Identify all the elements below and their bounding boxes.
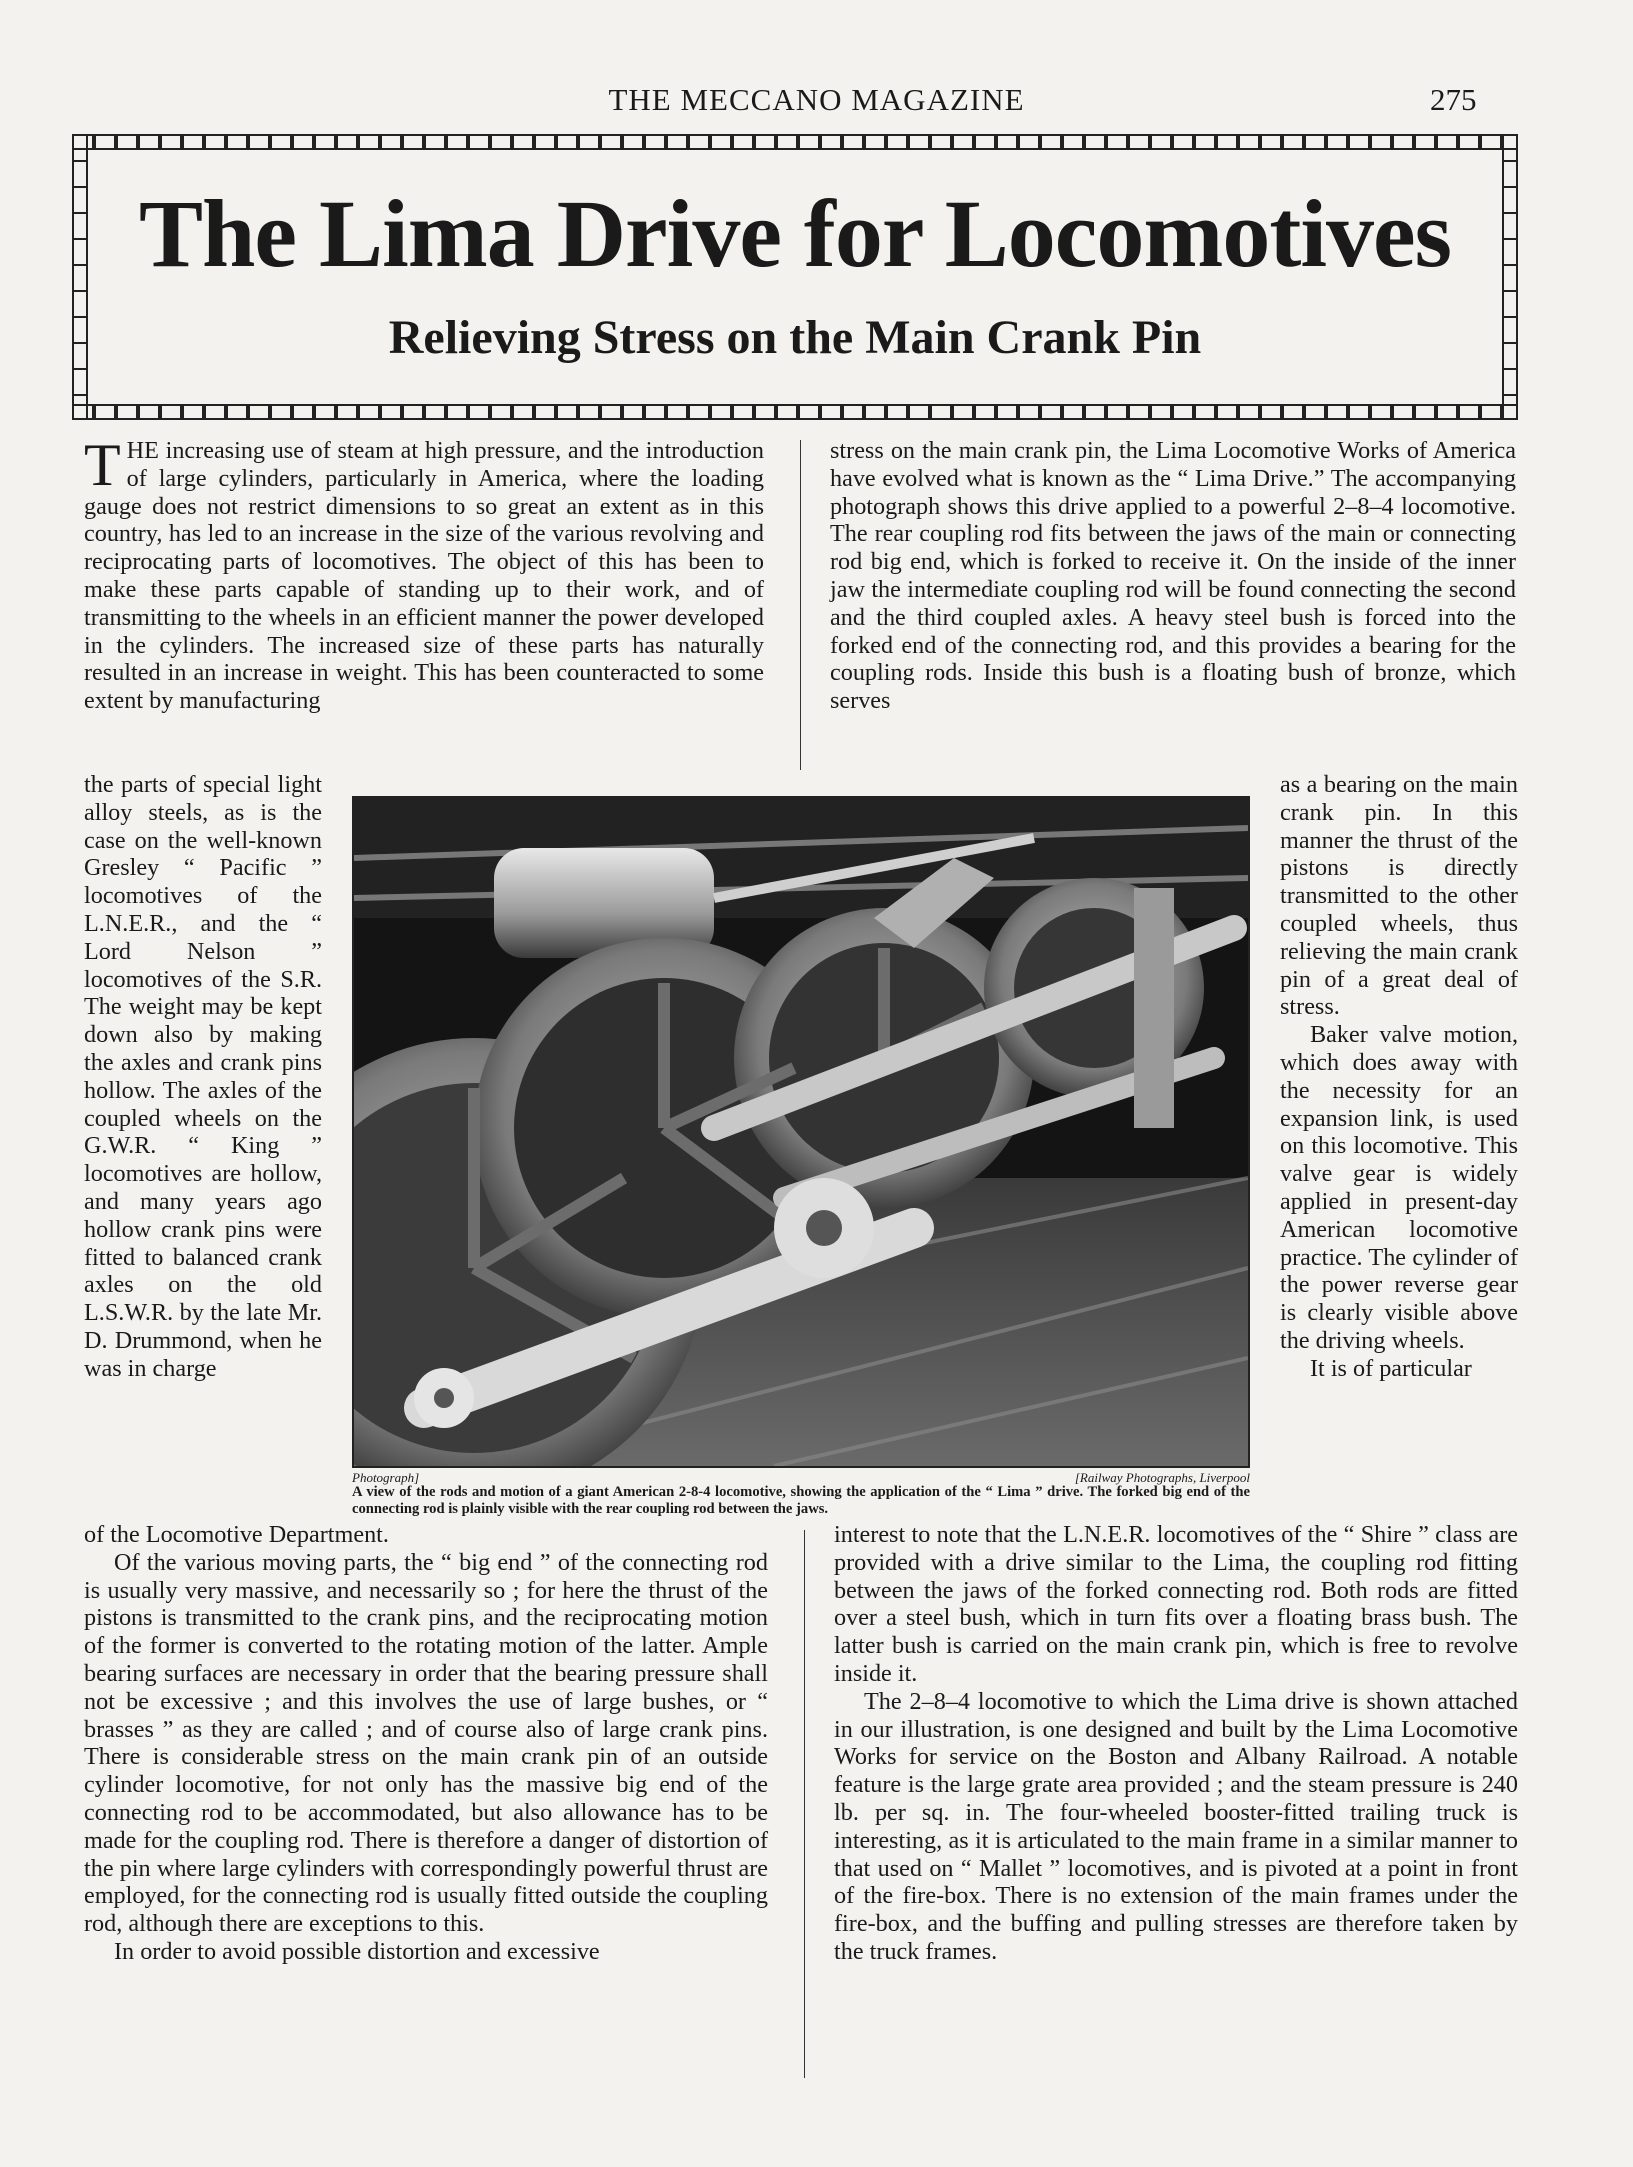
right-para4: The 2–8–4 locomotive to which the Lima drive is shown attached in our illustration, is one designed and built by the Lima Locomotive Works for service on the Boston and Albany Railroad. A notable feature is the large grate area provided ; and the steam pressure is 240 lb. per sq. in. The four-wheeled booster-fitted trailing truck is interesting, as it is articulated to the main frame in a similar manner to that used on “ Mallet ” locomotives, and is pivoted at a point in front of the fire-box. There is no extension of the main frames under the fire-box, and the buffing and pulling stresses are therefore taken by the truck frames.: [834, 1687, 1518, 1965]
credit-left: Photograph]: [352, 1470, 420, 1485]
locomotive-illustration: [354, 798, 1248, 1466]
left-column-narrow: [84, 771, 322, 1383]
column-rule-top: [800, 440, 801, 770]
left-column-bottom: [84, 1521, 768, 1966]
left-column-top: [84, 432, 764, 715]
title-frame-top-border: [72, 134, 1518, 150]
article-title: The Lima Drive for Locomotives: [139, 180, 1451, 287]
article-subtitle: Relieving Stress on the Main Crank Pin: [388, 311, 1202, 364]
right-para1-narrow: as a bearing on the main crank pin. In this manner the thrust of the pistons is directly transmitted to the other coupled wheels, thus relieving the main crank pin of a great deal of stress.: [1280, 771, 1518, 1021]
left-para1-top: HE increasing use of steam at high pressure, and the introduction of large cylinders, particularly in America, where the loading gauge does not restrict dimensions to so great an extent as in this country, has led to an increase in the size of the various revolving and reciprocating parts of locomotives. The object of this has been to make these parts capable of standing up to their work, and of transmitting to the wheels in an efficient manner the power developed in the cylinders. The increased size of these parts has naturally resulted in an increase in weight. This has been counteracted to some extent by manufacturing: [84, 437, 764, 715]
page-header: [0, 82, 1633, 122]
credit-right: [Railway Photographs, Liverpool: [1074, 1470, 1250, 1485]
drop-cap: T: [84, 432, 121, 498]
running-title: THE MECCANO MAGAZINE: [608, 82, 1025, 117]
right-para1-top: stress on the main crank pin, the Lima Locomotive Works of America have evolved what is known as the “ Lima Drive.” The accompanying photograph shows this drive applied to a powerful 2–8–4 locomotive. The rear coupling rod fits between the jaws of the main or connecting rod big end, which is forked to receive it. On the inside of the inner jaw the intermediate coupling rod will be found connecting the second and the third coupled axles. A heavy steel bush is forced into the forked end of the connecting rod, and this provides a bearing for the coupling rods. Inside this bush is a floating bush of bronze, which serves: [830, 437, 1516, 715]
right-column-top: [830, 437, 1516, 715]
photo-caption: A view of the rods and motion of a giant American 2-8-4 locomotive, showing the application of the “ Lima ” drive. The forked big end of the connecting rod is plainly visible with the rear coupling rod between the jaws.: [352, 1484, 1250, 1517]
left-para3: In order to avoid possible distortion and excessive: [114, 1937, 600, 1965]
right-para3-narrow: It is of particular: [1310, 1354, 1472, 1382]
left-para2: Of the various moving parts, the “ big end ” of the connecting rod is usually very massive, and necessarily so ; for here the thrust of the pistons is transmitted to the crank pins, and the reciprocating motion of the former is converted to the rotating motion of the latter. Ample bearing surfaces are necessary in order that the bearing pressure shall not be excessive ; and this involves the use of large bushes, or “ brasses ” as they are called ; and of course also of large crank pins. There is considerable stress on the main crank pin of an outside cylinder locomotive, for not only has the massive big end of the connecting rod to be accommodated, but also allowance has to be made for the coupling rod. There is therefore a danger of distortion of the pin where large cylinders with correspondingly powerful thrust are employed, for the connecting rod is usually fitted outside the coupling rod, although there are exceptions to this.: [84, 1548, 768, 1938]
right-column-bottom: [834, 1521, 1518, 1966]
column-rule-bottom: [804, 1530, 805, 2078]
left-para1-end: of the Locomotive Department.: [84, 1521, 389, 1548]
right-column-narrow: [1280, 771, 1518, 1383]
title-frame-bottom-border: [72, 404, 1518, 420]
locomotive-photograph: [352, 796, 1250, 1468]
left-para1-narrow: the parts of special light alloy steels, as is the case on the well-known Gresley “ Pacific ” locomotives of the L.N.E.R., and the “ Lord Nelson ” locomotives of the S.R. The weight may be kept down also by making the axles and crank pins hollow. The axles of the coupled wheels on the G.W.R. “ King ” locomotives are hollow, and many years ago hollow crank pins were fitted to balanced crank axles on the old L.S.W.R. by the late Mr. D. Drummond, when he was in charge: [84, 771, 322, 1382]
right-para3-rest: interest to note that the L.N.E.R. locomotives of the “ Shire ” class are provided with a drive similar to the Lima, the coupling rod fitting between the jaws of the forked connecting rod. Both rods are fitted over a steel bush, which in turn fits over a floating brass bush. The latter bush is carried on the main crank pin, which is free to revolve inside it.: [834, 1521, 1518, 1687]
page-number: 275: [1430, 82, 1477, 117]
right-para2-narrow: Baker valve motion, which does away with the necessity for an expansion link, is used on this locomotive. This valve gear is widely applied in present-day American locomotive practice. The cylinder of the power reverse gear is clearly visible above the driving wheels.: [1280, 1021, 1518, 1354]
